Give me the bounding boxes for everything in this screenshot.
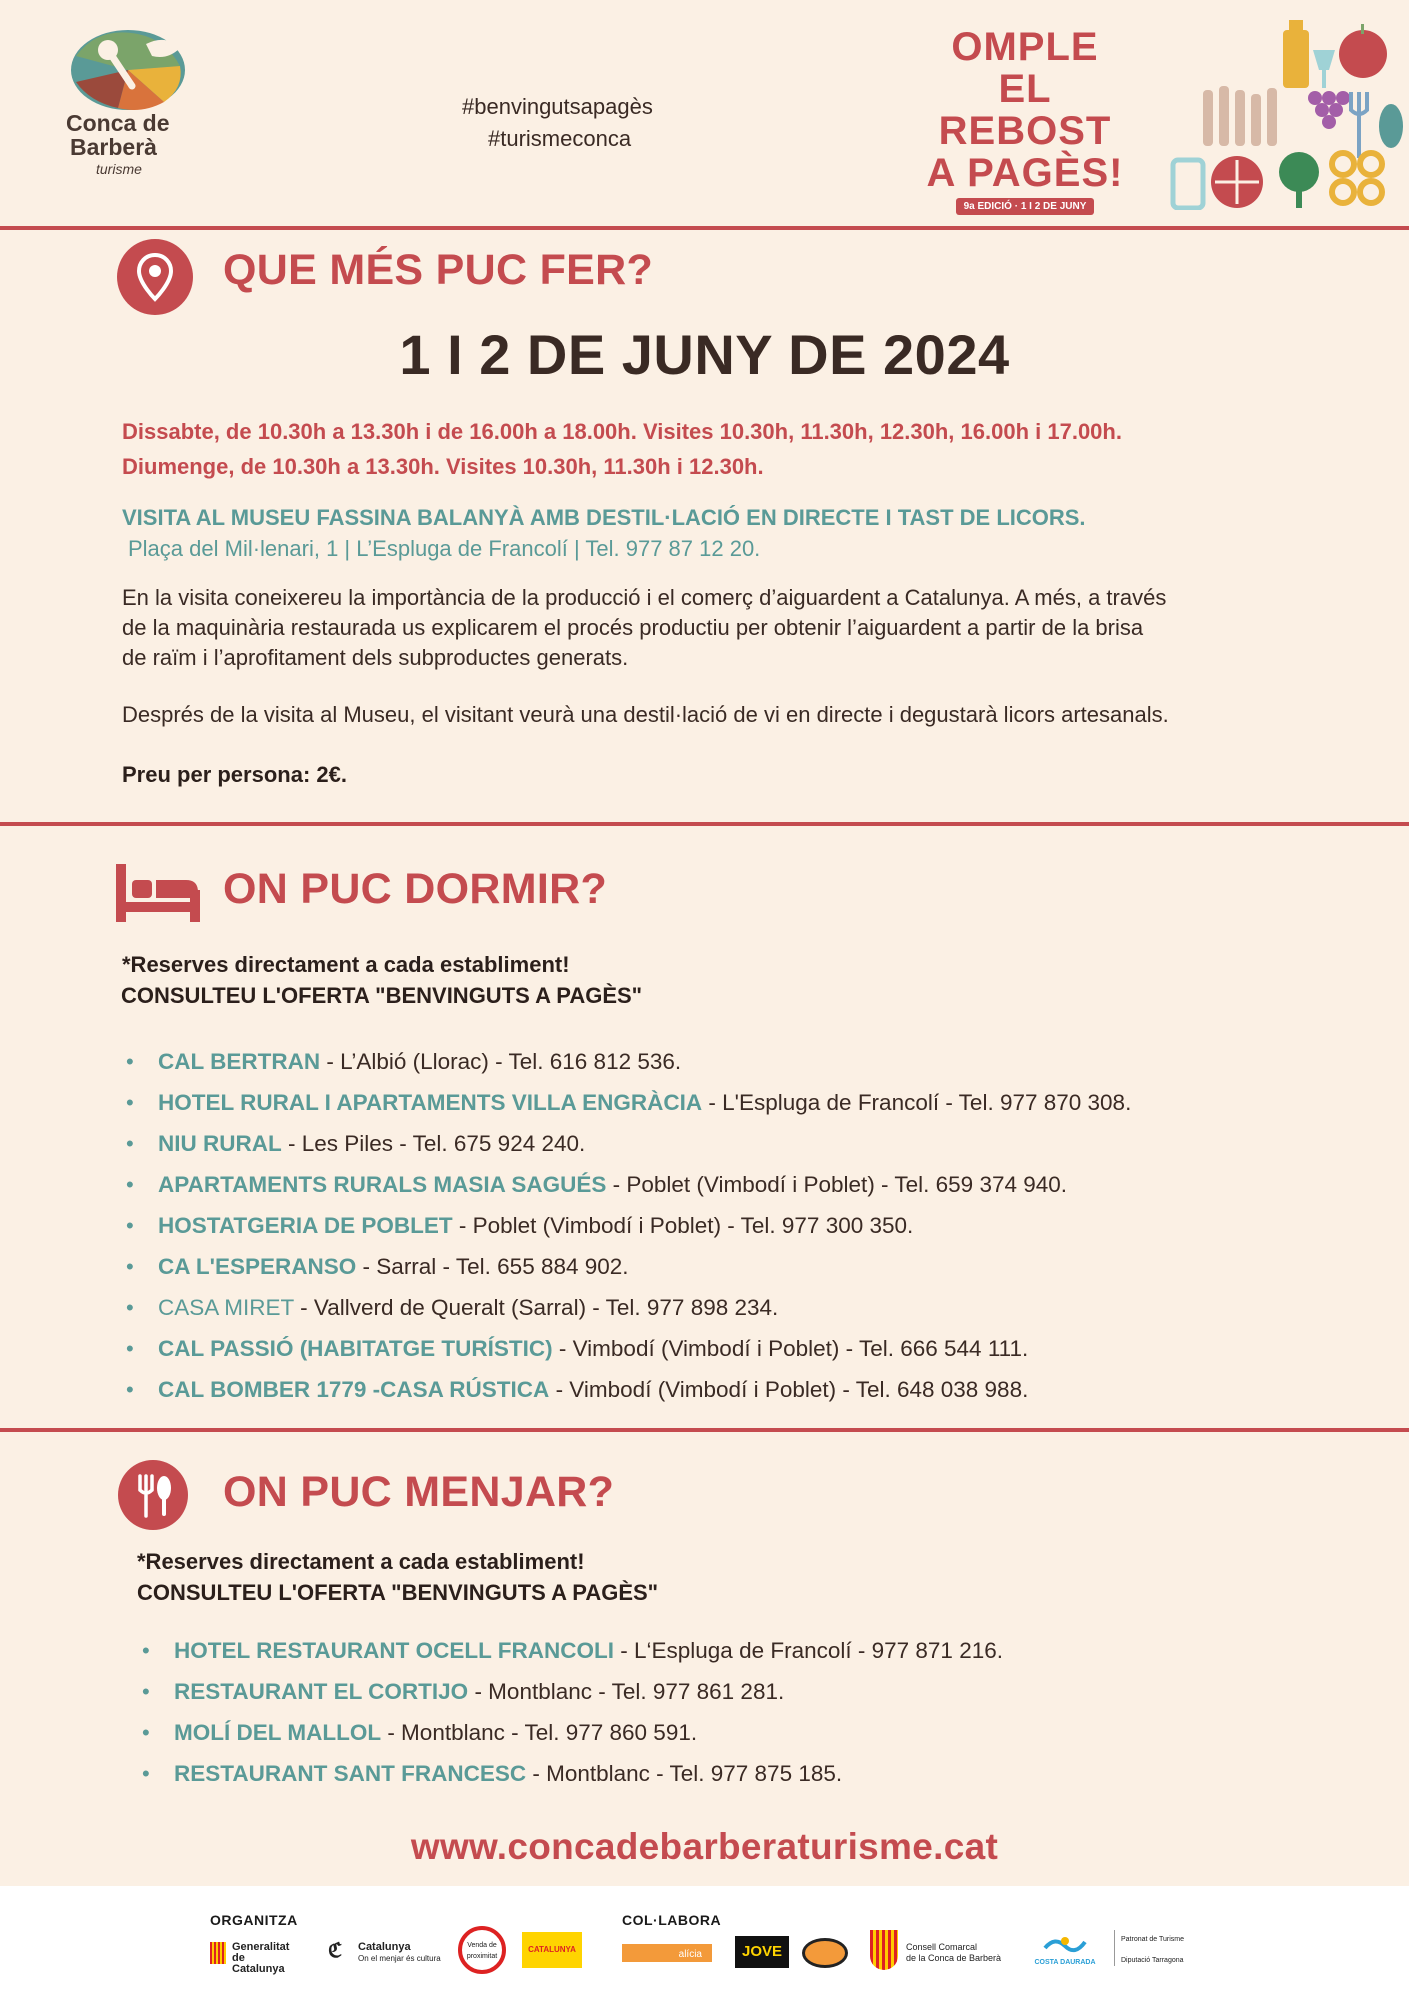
colabora-label: COL·LABORA: [622, 1912, 722, 1928]
venda-line: Venda de: [467, 1942, 497, 1949]
alicia-logo[interactable]: [622, 1944, 712, 1962]
patronat-line: Diputació Tarragona: [1121, 1957, 1184, 1964]
consell-line: de la Conca de Barberà: [906, 1953, 1002, 1963]
ct-icon: ℭ: [328, 1940, 343, 1962]
establishment-detail: - Vallverd de Queralt (Sarral) - Tel. 977 898 234.: [293, 1295, 779, 1320]
establishment-name[interactable]: NIU RURAL: [158, 1131, 282, 1156]
list-item: [142, 1712, 1003, 1753]
establishment-detail: - Poblet (Vimbodí i Poblet) - Tel. 659 374 940.: [606, 1172, 1068, 1197]
campaign-line2: EL REBOST: [938, 67, 1112, 153]
logo-line1: Conca de: [66, 110, 170, 136]
campaign-badge: 9a EDICIÓ · 1 I 2 DE JUNY: [956, 198, 1095, 215]
list-item: [126, 1205, 1131, 1246]
establishment-name[interactable]: HOSTATGERIA DE POBLET: [158, 1213, 453, 1238]
generalitat-line: Generalitat: [232, 1941, 290, 1953]
divider: [0, 226, 1409, 230]
divider: [0, 822, 1409, 826]
list-item: [126, 1082, 1131, 1123]
consell-line: Consell Comarcal: [906, 1942, 978, 1952]
restaurant-name[interactable]: MOLÍ DEL MALLOL: [174, 1720, 382, 1745]
visit-description-line: de raïm i l’aprofitament dels subproductes generats.: [122, 645, 629, 670]
section-title-activity: QUE MÉS PUC FER?: [223, 246, 654, 294]
restaurant-list: [142, 1630, 1003, 1794]
visit-description-line: En la visita coneixereu la importància de la producció i el comerç d’aiguardent a Catalunya. A més, a través: [122, 585, 1167, 610]
list-item: [142, 1630, 1003, 1671]
establishment-detail: - Vimbodí (Vimbodí i Poblet) - Tel. 666 544 111.: [552, 1336, 1029, 1361]
catalunya-food-line: On el menjar és cultura: [358, 1954, 441, 1963]
section-title-sleep: ON PUC DORMIR?: [223, 865, 608, 913]
list-item: [126, 1328, 1131, 1369]
visit-address: Plaça del Mil·lenari, 1 | L’Espluga de Francolí | Tel. 977 87 12 20.: [128, 536, 761, 561]
footer: [0, 1886, 1409, 2000]
list-item: [126, 1164, 1131, 1205]
establishment-name[interactable]: CASA MIRET: [158, 1295, 294, 1320]
bed-icon: [116, 864, 200, 922]
eye-logo-icon[interactable]: [802, 1938, 848, 1968]
establishment-name[interactable]: CAL BOMBER 1779 -CASA RÚSTICA: [158, 1377, 550, 1402]
map-pin-icon: [117, 239, 193, 315]
restaurant-detail: - L‘Espluga de Francolí - 977 871 216.: [614, 1638, 1003, 1663]
sleep-note-reservations: *Reserves directament a cada establiment!: [122, 952, 570, 977]
jove-text: JOVE: [741, 1943, 783, 1960]
visit-description: [122, 583, 1166, 673]
senyera-icon: [210, 1942, 226, 1964]
establishment-detail: - Vimbodí (Vimbodí i Poblet) - Tel. 648 038 988.: [549, 1377, 1029, 1402]
logo-line2: Barberà: [70, 134, 157, 160]
establishment-detail: - Sarral - Tel. 655 884 902.: [356, 1254, 629, 1279]
establishment-name[interactable]: CA L'ESPERANSO: [158, 1254, 357, 1279]
restaurant-detail: - Montblanc - Tel. 977 860 591.: [381, 1720, 698, 1745]
establishment-detail: - Poblet (Vimbodí i Poblet) - Tel. 977 300 350.: [452, 1213, 914, 1238]
catalunya-food-line: Catalunya: [358, 1941, 411, 1953]
list-item: [126, 1246, 1131, 1287]
conca-logo[interactable]: [66, 26, 196, 186]
generalitat-line: de Catalunya: [232, 1952, 285, 1975]
jove-logo[interactable]: [735, 1936, 789, 1968]
organitza-label: ORGANITZA: [210, 1912, 298, 1928]
costa-daurada-logo[interactable]: [1030, 1934, 1100, 1966]
restaurant-detail: - Montblanc - Tel. 977 861 281.: [468, 1679, 785, 1704]
establishment-name[interactable]: CAL PASSIÓ (HABITATGE TURÍSTIC): [158, 1336, 553, 1361]
price: Preu per persona: 2€.: [122, 762, 347, 787]
establishment-detail: - Les Piles - Tel. 675 924 240.: [281, 1131, 586, 1156]
restaurant-name[interactable]: RESTAURANT EL CORTIJO: [174, 1679, 469, 1704]
accommodation-list: [126, 1041, 1131, 1410]
list-item: [126, 1041, 1131, 1082]
hashtag-2: #turismeconca: [488, 126, 632, 151]
hashtag-1: #benvingutsapagès: [462, 94, 653, 119]
generalitat-text: [232, 1942, 289, 1975]
alicia-text: alícia: [678, 1949, 702, 1960]
list-item: [126, 1287, 1131, 1328]
list-item: [142, 1753, 1003, 1794]
establishment-detail: - L'Espluga de Francolí - Tel. 977 870 308.: [702, 1090, 1132, 1115]
restaurant-detail: - Montblanc - Tel. 977 875 185.: [526, 1761, 843, 1786]
logo-line3: turisme: [96, 161, 142, 177]
campaign-title: [910, 26, 1140, 215]
catalunya-badge-text: CATALUNYA: [528, 1945, 576, 1954]
establishment-name[interactable]: APARTAMENTS RURALS MASIA SAGUÉS: [158, 1172, 607, 1197]
establishment-detail: - L’Albió (Llorac) - Tel. 616 812 536.: [320, 1049, 682, 1074]
eat-note-offer: CONSULTEU L'OFERTA "BENVINGUTS A PAGÈS": [137, 1580, 659, 1605]
visit-title: VISITA AL MUSEU FASSINA BALANYÀ AMB DESTIL·LACIÓ EN DIRECTE I TAST DE LICORS.: [122, 505, 1086, 530]
consell-text: [906, 1942, 1026, 1964]
section-title-eat: ON PUC MENJAR?: [223, 1468, 615, 1516]
sleep-note-offer: CONSULTEU L'OFERTA "BENVINGUTS A PAGÈS": [121, 983, 643, 1008]
venda-proximitat-logo[interactable]: [458, 1926, 506, 1974]
cutlery-icon: [118, 1460, 188, 1530]
list-item: [142, 1671, 1003, 1712]
visit-after-text: Després de la visita al Museu, el visitant veurà una destil·lació de vi en directe i degustarà licors artesanals.: [122, 702, 1169, 727]
list-item: [126, 1123, 1131, 1164]
restaurant-name[interactable]: HOTEL RESTAURANT OCELL FRANCOLI: [174, 1638, 614, 1663]
schedule-sunday: Diumenge, de 10.30h a 13.30h. Visites 10.30h, 11.30h i 12.30h.: [122, 454, 764, 479]
visit-description-line: de la maquinària restaurada us explicarem el procés productiu per obtenir l’aiguardent a partir de la brisa: [122, 615, 1144, 640]
website-link[interactable]: www.concadebarberaturisme.cat: [410, 1826, 999, 1867]
establishment-name[interactable]: HOTEL RURAL I APARTAMENTS VILLA ENGRÀCIA: [158, 1090, 703, 1115]
campaign-line1: OMPLE: [951, 25, 1099, 69]
catalunya-badge[interactable]: [522, 1932, 582, 1968]
patronat-line: Patronat de Turisme: [1121, 1936, 1185, 1943]
patronat-logo[interactable]: [1114, 1930, 1201, 1966]
conca-logo-mark-icon: [68, 26, 188, 112]
wave-icon: [1043, 1934, 1087, 1954]
establishment-name[interactable]: CAL BERTRAN: [158, 1049, 321, 1074]
event-date: 1 I 2 DE JUNY DE 2024: [399, 323, 1010, 386]
eat-note-reservations: *Reserves directament a cada establiment!: [137, 1549, 585, 1574]
costa-text: COSTA DAURADA: [1034, 1959, 1096, 1966]
catalunya-food-text: [358, 1942, 458, 1964]
divider: [0, 1428, 1409, 1432]
coat-of-arms-icon: [870, 1930, 898, 1970]
pantry-illustration-icon: [1163, 10, 1403, 210]
campaign-line3: A PAGÈS!: [926, 151, 1124, 195]
venda-line: proximitat: [466, 1953, 498, 1960]
list-item: [126, 1369, 1131, 1410]
schedule-saturday: Dissabte, de 10.30h a 13.30h i de 16.00h a 18.00h. Visites 10.30h, 11.30h, 12.30h, 16.00h i 17.00h.: [122, 419, 1122, 444]
restaurant-name[interactable]: RESTAURANT SANT FRANCESC: [174, 1761, 527, 1786]
